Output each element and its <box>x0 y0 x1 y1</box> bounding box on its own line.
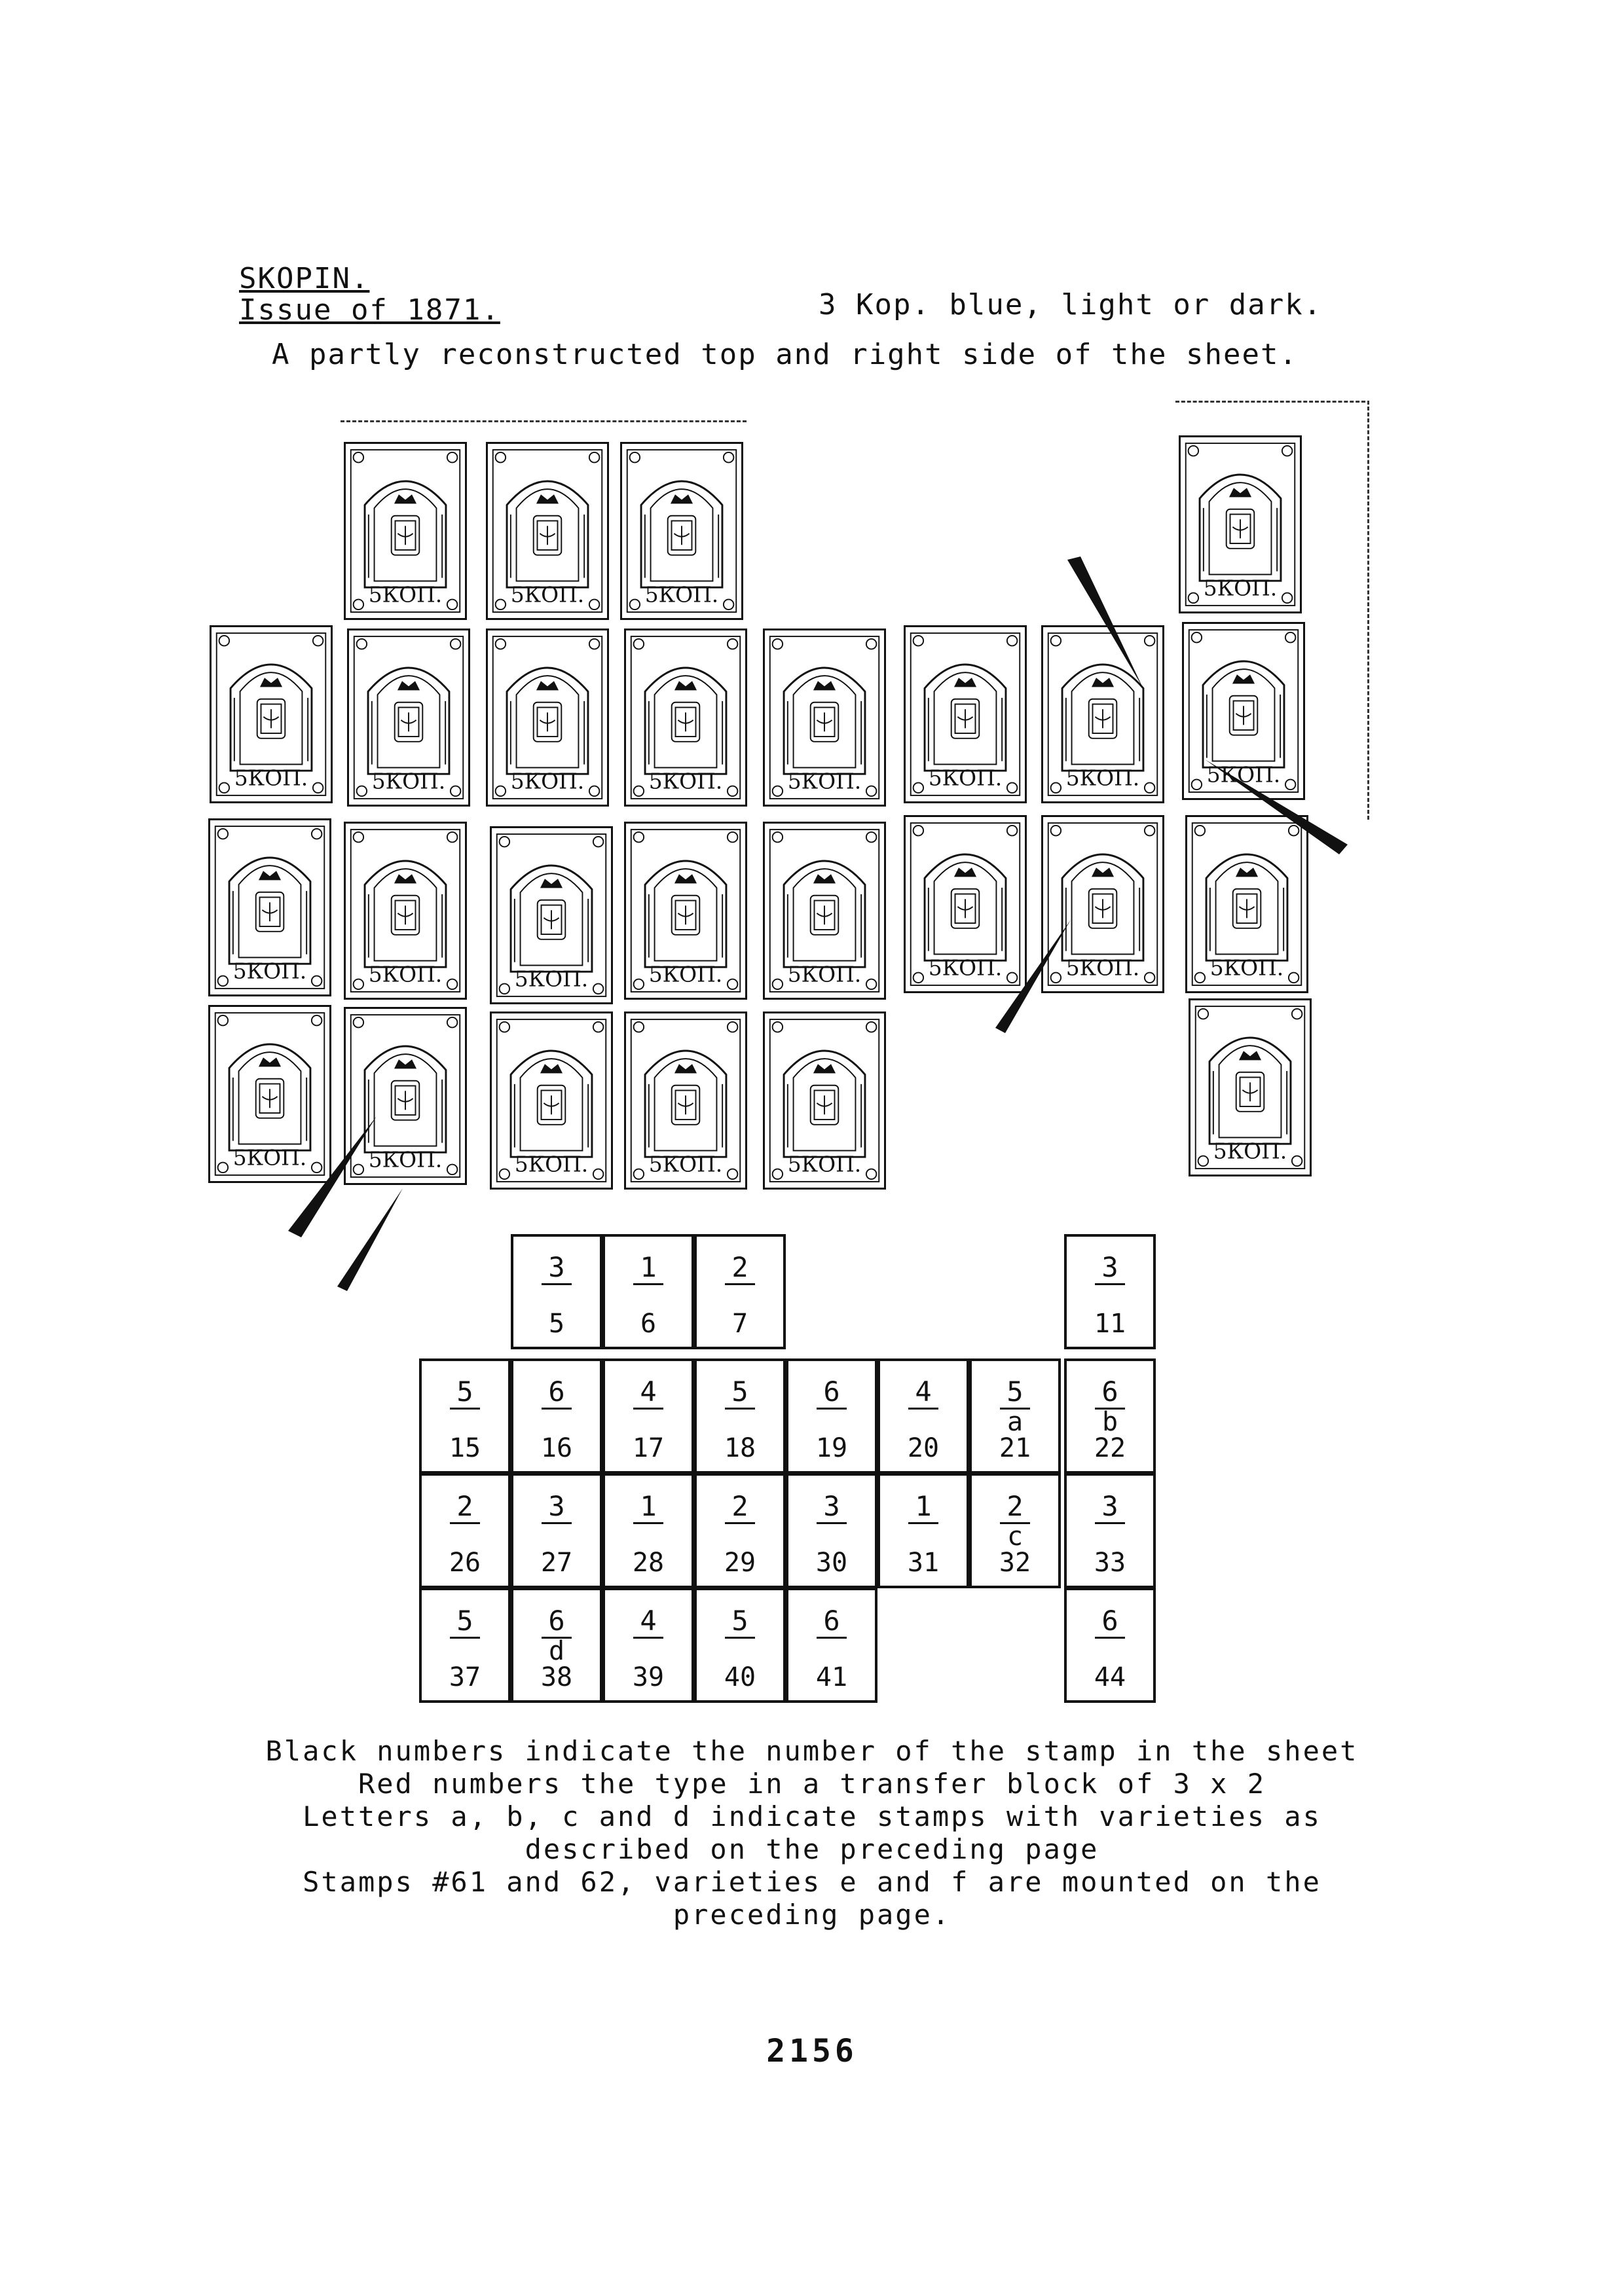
grid-cell <box>602 1358 694 1474</box>
page-number: 2156 <box>766 2033 858 2069</box>
article-title: SKOPIN. <box>239 262 370 295</box>
grid-cell <box>786 1358 877 1474</box>
cell-stamp-number: 29 <box>724 1548 756 1578</box>
svg-text:5КОП.: 5КОП. <box>232 958 307 984</box>
grid-cell <box>1064 1358 1156 1474</box>
svg-text:5КОП.: 5КОП. <box>368 1146 443 1173</box>
cell-type-number: 1 <box>633 1251 663 1285</box>
cell-type-number: 6 <box>817 1376 846 1410</box>
cell-type-number: 3 <box>1095 1251 1124 1285</box>
cell-type-number: 5 <box>725 1605 754 1639</box>
pointer-arrow <box>1067 556 1143 687</box>
cell-type-number: 2 <box>1000 1490 1029 1524</box>
cell-stamp-number: 20 <box>907 1433 940 1463</box>
cell-type-number: 1 <box>908 1490 938 1524</box>
cell-variety-letter: b <box>1101 1407 1118 1437</box>
cell-variety-letter: a <box>1006 1407 1024 1437</box>
cell-stamp-number: 41 <box>815 1662 848 1692</box>
cell-stamp-number: 6 <box>640 1309 657 1339</box>
grid-cell <box>694 1473 786 1588</box>
svg-text:5КОП.: 5КОП. <box>1203 575 1278 601</box>
grid-cell <box>786 1588 877 1703</box>
grid-cell <box>1064 1234 1156 1349</box>
grid-cell <box>1064 1473 1156 1588</box>
grid-cell <box>419 1358 511 1474</box>
cell-type-number: 3 <box>542 1490 571 1524</box>
note-line-2: Red numbers the type in a transfer block of 3 x 2 <box>358 1768 1266 1800</box>
cell-stamp-number: 40 <box>724 1662 756 1692</box>
cell-type-number: 4 <box>633 1605 663 1639</box>
grid-cell <box>969 1358 1061 1474</box>
cell-type-number: 6 <box>1095 1605 1124 1639</box>
svg-text:5КОП.: 5КОП. <box>514 1151 589 1177</box>
cell-type-number: 6 <box>542 1605 571 1639</box>
cell-type-number: 5 <box>1000 1376 1029 1410</box>
svg-text:5КОП.: 5КОП. <box>787 768 862 794</box>
cell-stamp-number: 26 <box>449 1548 481 1578</box>
cell-stamp-number: 39 <box>632 1662 665 1692</box>
svg-text:5КОП.: 5КОП. <box>510 768 585 794</box>
cell-type-number: 2 <box>725 1251 754 1285</box>
cell-stamp-number: 28 <box>632 1548 665 1578</box>
cell-stamp-number: 19 <box>815 1433 848 1463</box>
svg-text:5КОП.: 5КОП. <box>928 955 1003 981</box>
sheet-caption: A partly reconstructed top and right side of the sheet. <box>272 338 1298 371</box>
grid-cell <box>511 1234 602 1349</box>
svg-text:5КОП.: 5КОП. <box>1065 955 1140 981</box>
grid-cell <box>602 1473 694 1588</box>
cell-stamp-number: 16 <box>540 1433 573 1463</box>
svg-text:5КОП.: 5КОП. <box>928 765 1003 791</box>
grid-cell <box>969 1473 1061 1588</box>
cell-type-number: 2 <box>450 1490 479 1524</box>
grid-cell <box>511 1473 602 1588</box>
cell-stamp-number: 27 <box>540 1548 573 1578</box>
cell-type-number: 5 <box>725 1376 754 1410</box>
cell-stamp-number: 7 <box>731 1309 748 1339</box>
svg-text:5КОП.: 5КОП. <box>644 581 719 608</box>
cell-variety-letter: d <box>548 1636 565 1666</box>
cell-stamp-number: 22 <box>1094 1433 1126 1463</box>
pointer-arrow <box>995 920 1071 1033</box>
grid-cell <box>877 1473 969 1588</box>
issue-line: Issue of 1871. <box>239 293 500 327</box>
svg-text:5КОП.: 5КОП. <box>1213 1138 1287 1164</box>
cell-type-number: 3 <box>817 1490 846 1524</box>
cell-type-number: 2 <box>725 1490 754 1524</box>
cell-type-number: 6 <box>542 1376 571 1410</box>
grid-cell <box>419 1588 511 1703</box>
cell-stamp-number: 21 <box>999 1433 1031 1463</box>
cell-stamp-number: 38 <box>540 1662 573 1692</box>
cell-stamp-number: 32 <box>999 1548 1031 1578</box>
svg-text:5КОП.: 5КОП. <box>514 966 589 992</box>
pointer-arrow <box>288 1116 377 1237</box>
cell-stamp-number: 5 <box>548 1309 565 1339</box>
svg-text:5КОП.: 5КОП. <box>234 765 308 791</box>
cell-stamp-number: 15 <box>449 1433 481 1463</box>
cell-type-number: 6 <box>1095 1376 1124 1410</box>
svg-text:5КОП.: 5КОП. <box>1206 761 1281 788</box>
note-line-6: preceding page. <box>673 1899 951 1931</box>
cell-type-number: 1 <box>633 1490 663 1524</box>
note-line-4: described on the preceding page <box>525 1833 1099 1865</box>
svg-text:5КОП.: 5КОП. <box>510 581 585 608</box>
svg-text:5КОП.: 5КОП. <box>787 961 862 987</box>
grid-cell <box>511 1358 602 1474</box>
cell-type-number: 3 <box>1095 1490 1124 1524</box>
grid-cell <box>419 1473 511 1588</box>
note-line-3: Letters a, b, c and d indicate stamps with varieties as <box>303 1800 1321 1832</box>
grid-cell <box>602 1234 694 1349</box>
cell-type-number: 5 <box>450 1605 479 1639</box>
cell-type-number: 3 <box>542 1251 571 1285</box>
svg-text:5КОП.: 5КОП. <box>368 581 443 608</box>
cell-stamp-number: 44 <box>1094 1662 1126 1692</box>
grid-cell <box>1064 1588 1156 1703</box>
grid-cell <box>694 1588 786 1703</box>
cell-type-number: 4 <box>908 1376 938 1410</box>
cell-stamp-number: 37 <box>449 1662 481 1692</box>
pointer-arrow <box>1205 759 1348 854</box>
svg-text:5КОП.: 5КОП. <box>648 961 723 987</box>
svg-text:5КОП.: 5КОП. <box>648 768 723 794</box>
cell-type-number: 6 <box>817 1605 846 1639</box>
svg-text:5КОП.: 5КОП. <box>787 1151 862 1177</box>
cell-stamp-number: 30 <box>815 1548 848 1578</box>
svg-text:5КОП.: 5КОП. <box>232 1144 307 1171</box>
svg-text:5КОП.: 5КОП. <box>368 961 443 987</box>
grid-cell <box>786 1473 877 1588</box>
svg-text:5КОП.: 5КОП. <box>648 1151 723 1177</box>
cell-stamp-number: 18 <box>724 1433 756 1463</box>
cell-type-number: 4 <box>633 1376 663 1410</box>
cell-stamp-number: 33 <box>1094 1548 1126 1578</box>
cell-stamp-number: 17 <box>632 1433 665 1463</box>
pointer-arrow <box>337 1188 403 1291</box>
cell-variety-letter: c <box>1006 1522 1024 1552</box>
grid-cell <box>511 1588 602 1703</box>
grid-cell <box>694 1234 786 1349</box>
svg-text:5КОП.: 5КОП. <box>1065 765 1140 791</box>
stamp-value-line: 3 Kop. blue, light or dark. <box>819 288 1323 321</box>
note-line-1: Black numbers indicate the number of the stamp in the sheet <box>265 1735 1359 1767</box>
svg-text:5КОП.: 5КОП. <box>1209 955 1284 981</box>
cell-stamp-number: 31 <box>907 1548 940 1578</box>
grid-cell <box>602 1588 694 1703</box>
grid-cell <box>877 1358 969 1474</box>
note-line-5: Stamps #61 and 62, varieties e and f are mounted on the <box>303 1866 1321 1898</box>
cell-type-number: 5 <box>450 1376 479 1410</box>
cell-stamp-number: 11 <box>1094 1309 1126 1339</box>
grid-cell <box>694 1358 786 1474</box>
svg-text:5КОП.: 5КОП. <box>371 768 446 794</box>
